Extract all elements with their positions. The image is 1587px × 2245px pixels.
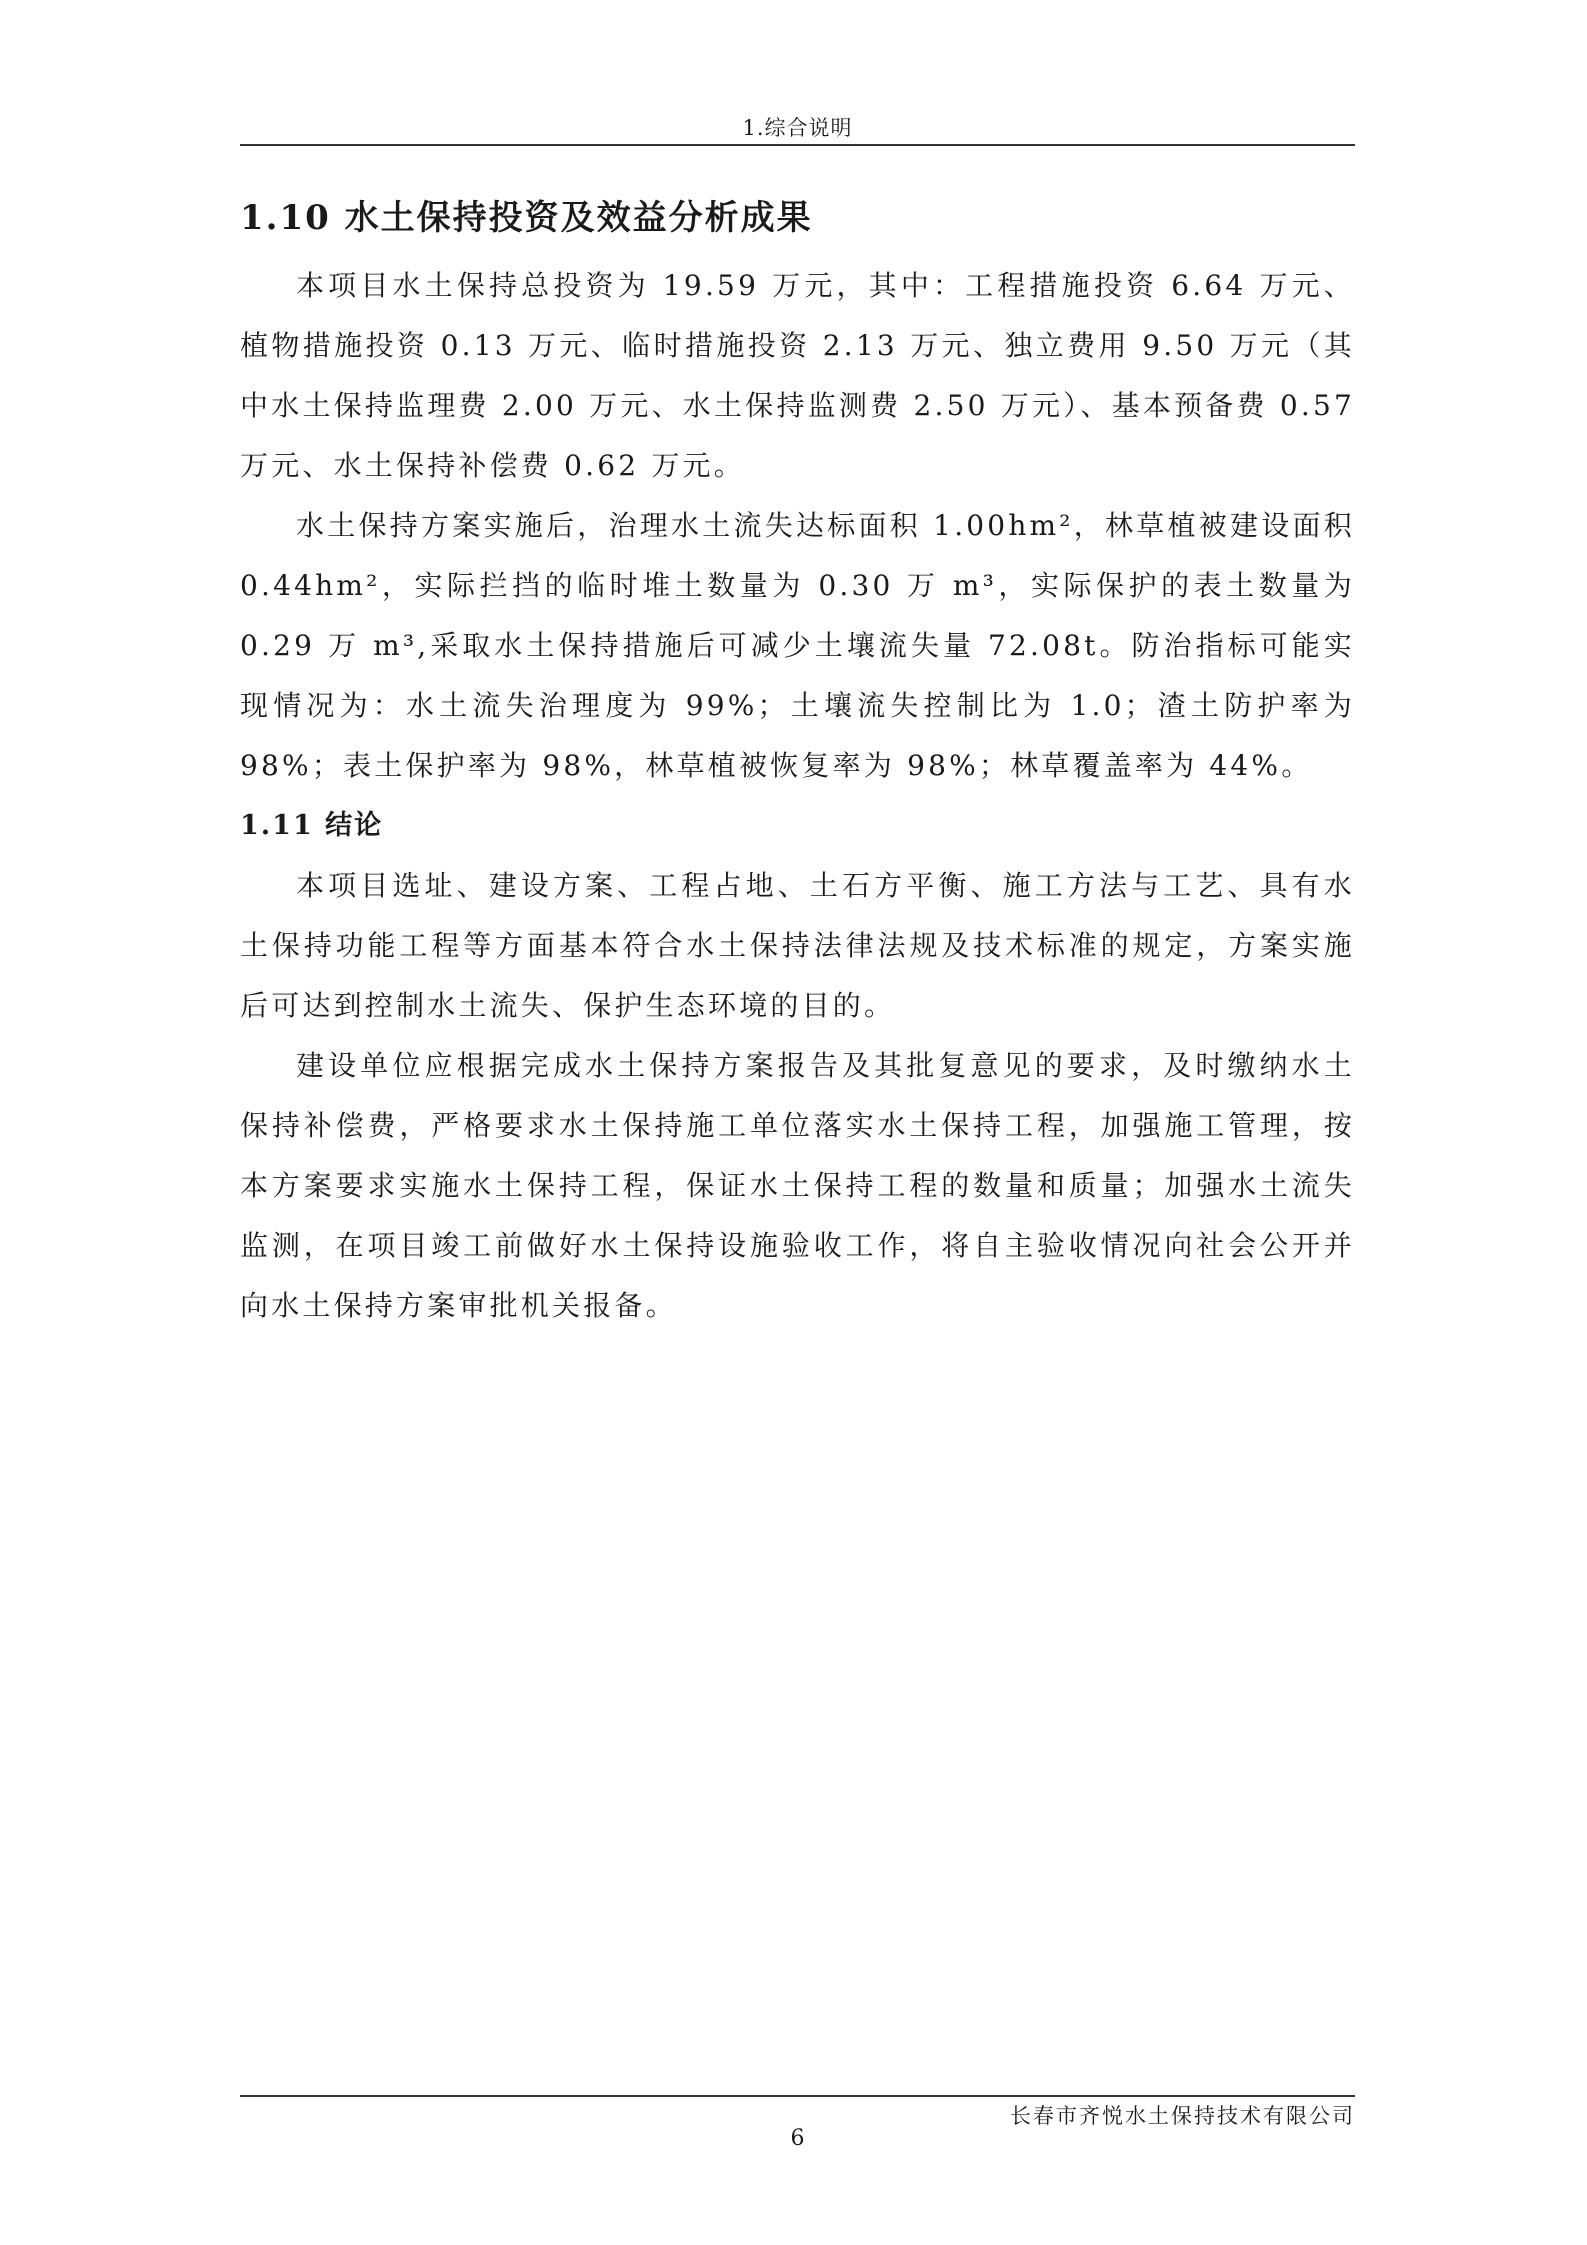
paragraph-conclusion: 本项目选址、建设方案、工程占地、土石方平衡、施工方法与工艺、具有水土保持功能工程等方面基本符合水土保持法律法规及技术标准的规定，方案实施后可达到控制水土流失、保护生态环境的目的。 (240, 869, 1355, 1022)
footer-divider (240, 2095, 1355, 2097)
paragraph-investment: 本项目水土保持总投资为 19.59 万元，其中：工程措施投资 6.64 万元、植物措施投资 0.13 万元、临时措施投资 2.13 万元、独立费用 9.50 万元（其中水土保持监理费 2.00 万元、水土保持监测费 2.50 万元）、基本预备费 0.57 万元、水土保持补偿费 0.62 万元。 (240, 269, 1355, 482)
paragraph-requirements: 建设单位应根据完成水土保持方案报告及其批复意见的要求，及时缴纳水土保持补偿费，严格要求水土保持施工单位落实水土保持工程，加强施工管理，按本方案要求实施水土保持工程，保证水土保持工程的数量和质量；加强水土流失监测，在项目竣工前做好水土保持设施验收工作，将自主验收情况向社会公开并向水土保持方案审批机关报备。 (240, 1049, 1355, 1322)
paragraph-benefits: 水土保持方案实施后，治理水土流失达标面积 1.00hm²，林草植被建设面积 0.44hm²，实际拦挡的临时堆土数量为 0.30 万 m³，实际保护的表土数量为 0.29 万 m³,采取水土保持措施后可减少土壤流失量 72.08t。防治指标可能实现情况为：水土流失治理度为 99%；土壤流失控制比为 1.0；渣土防护率为 98%；表土保护率为 98%，林草植被恢复率为 98%；林草覆盖率为 44%。 (240, 509, 1355, 782)
section-heading-1-11: 1.11 结论 (240, 810, 384, 841)
page-number: 6 (790, 2126, 805, 2151)
header-divider (240, 144, 1355, 146)
footer-company-name: 长春市齐悦水土保持技术有限公司 (1010, 2104, 1355, 2128)
section-heading-1-10: 1.10 水土保持投资及效益分析成果 (240, 198, 813, 238)
document-body (240, 190, 1355, 1336)
page-header-title: 1.综合说明 (742, 116, 853, 140)
